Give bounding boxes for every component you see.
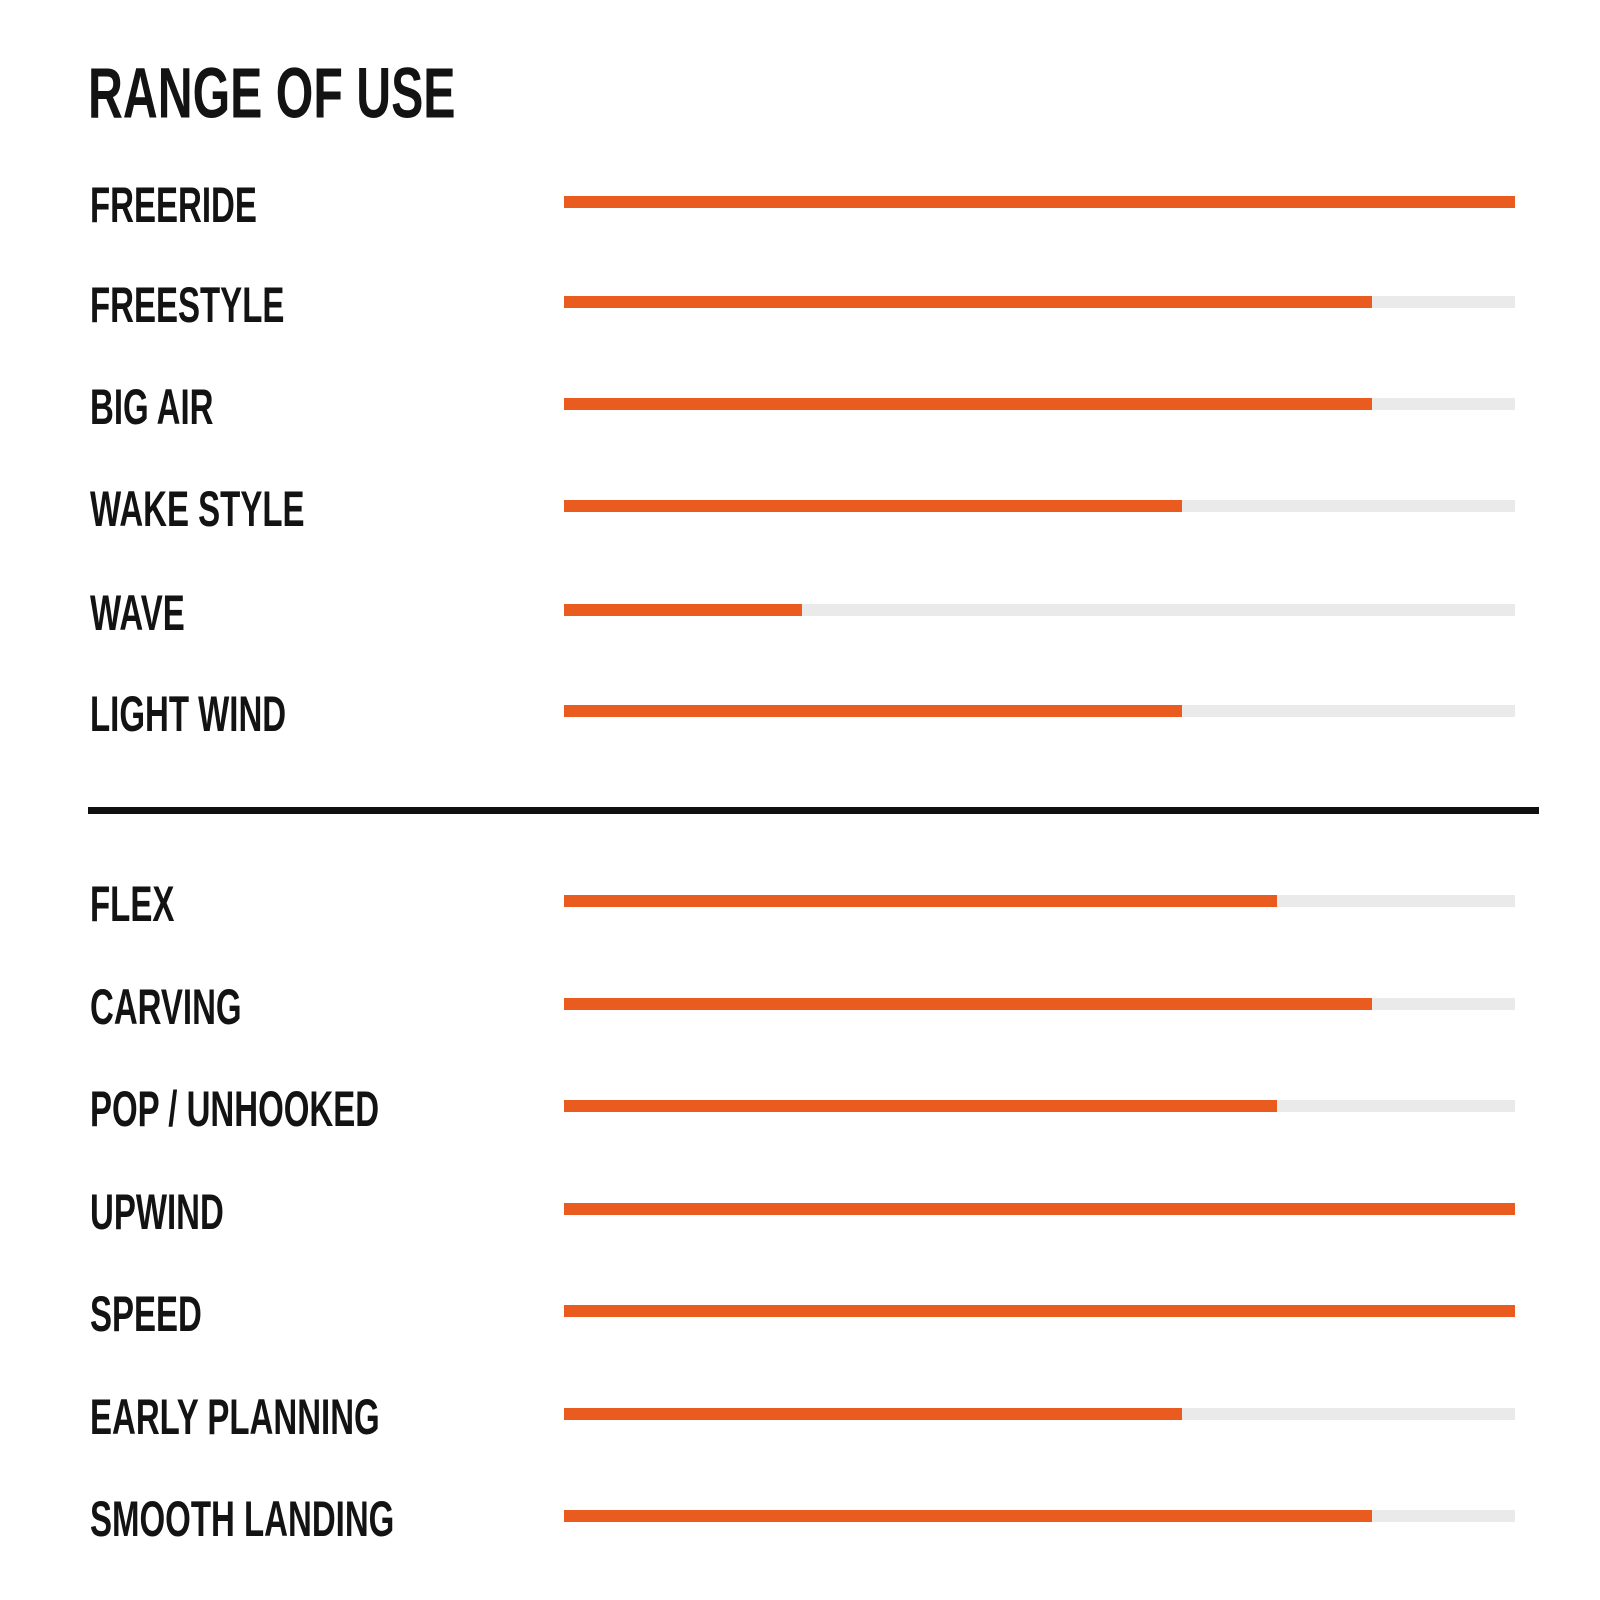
bar-fill bbox=[564, 500, 1182, 512]
row-label-light-wind bbox=[90, 686, 387, 742]
row-label-text: WAKE STYLE bbox=[90, 481, 305, 537]
chart-title-text: RANGE OF USE bbox=[88, 54, 456, 134]
row-label-pop-unhooked bbox=[90, 1081, 528, 1137]
bar-track bbox=[564, 196, 1515, 208]
row-label-text: BIG AIR bbox=[90, 379, 214, 435]
row-label-text: FLEX bbox=[90, 876, 175, 932]
row-label-freeride bbox=[90, 177, 343, 233]
row-label-text: WAVE bbox=[90, 585, 185, 641]
row-label-text: CARVING bbox=[90, 979, 242, 1035]
row-label-text: SPEED bbox=[90, 1286, 202, 1342]
row-label-carving bbox=[90, 979, 320, 1035]
bar-fill bbox=[564, 998, 1372, 1010]
bar-track bbox=[564, 998, 1515, 1010]
bar-fill bbox=[564, 398, 1372, 410]
bar-track bbox=[564, 398, 1515, 410]
section-divider bbox=[88, 807, 1539, 814]
bar-track bbox=[564, 1510, 1515, 1522]
bar-fill bbox=[564, 1305, 1515, 1317]
bar-track bbox=[564, 1305, 1515, 1317]
bar-fill bbox=[564, 1100, 1277, 1112]
bar-fill bbox=[564, 296, 1372, 308]
bar-track bbox=[564, 1100, 1515, 1112]
bar-fill bbox=[564, 604, 802, 616]
bar-fill bbox=[564, 1203, 1515, 1215]
row-label-flex bbox=[90, 876, 218, 932]
row-label-text: FREESTYLE bbox=[90, 277, 285, 333]
row-label-big-air bbox=[90, 379, 277, 435]
row-label-speed bbox=[90, 1286, 260, 1342]
bar-track bbox=[564, 895, 1515, 907]
row-label-text: EARLY PLANNING bbox=[90, 1389, 380, 1445]
row-label-upwind bbox=[90, 1184, 293, 1240]
bar-track bbox=[564, 1203, 1515, 1215]
row-label-text: POP / UNHOOKED bbox=[90, 1081, 380, 1137]
row-label-text: FREERIDE bbox=[90, 177, 257, 233]
row-label-wave bbox=[90, 585, 234, 641]
row-label-smooth-landing bbox=[90, 1491, 551, 1547]
row-label-text: LIGHT WIND bbox=[90, 686, 287, 742]
row-label-early-planning bbox=[90, 1389, 529, 1445]
bar-fill bbox=[564, 1510, 1372, 1522]
row-label-text: SMOOTH LANDING bbox=[90, 1491, 395, 1547]
bar-fill bbox=[564, 705, 1182, 717]
chart-title bbox=[88, 54, 628, 134]
bar-fill bbox=[564, 895, 1277, 907]
bar-track bbox=[564, 604, 1515, 616]
bar-track bbox=[564, 1408, 1515, 1420]
bar-track bbox=[564, 500, 1515, 512]
bar-track bbox=[564, 705, 1515, 717]
bar-track bbox=[564, 296, 1515, 308]
bar-fill bbox=[564, 196, 1515, 208]
row-label-freestyle bbox=[90, 277, 384, 333]
bar-fill bbox=[564, 1408, 1182, 1420]
row-label-text: UPWIND bbox=[90, 1184, 224, 1240]
row-label-wake-style bbox=[90, 481, 415, 537]
